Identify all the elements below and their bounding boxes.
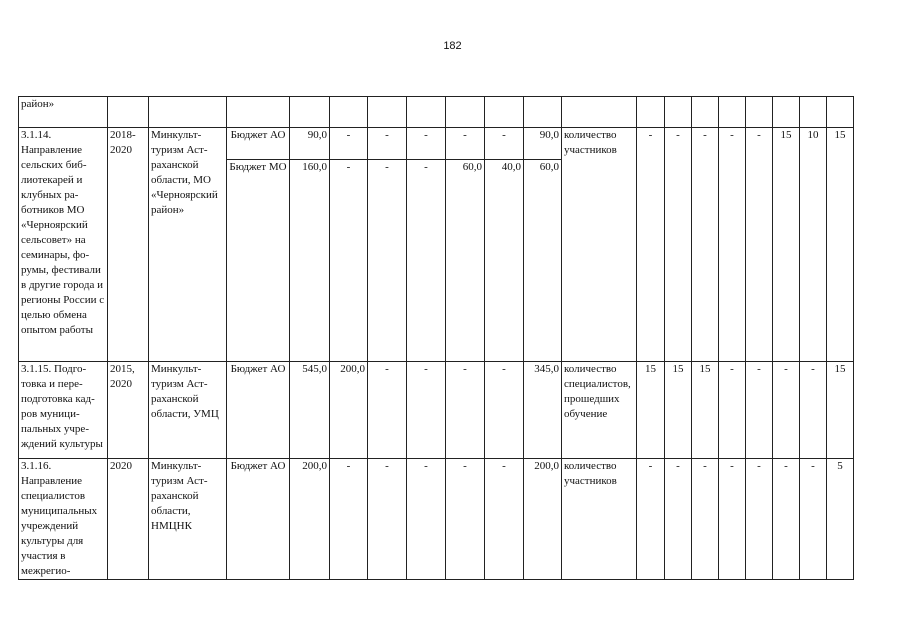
indicator-value-cell: - [719, 459, 746, 580]
indicator-value-cell: - [746, 362, 773, 459]
indicator-value-cell: - [719, 362, 746, 459]
indicator-value-cell: 5 [827, 459, 854, 580]
funding-year-cell: - [330, 459, 368, 580]
funding-source-cell: Бюджет АО [227, 128, 290, 160]
funding-total-cell: 545,0 [290, 362, 330, 459]
period-cell: 2018-2020 [108, 128, 149, 362]
activity-cell: 3.1.15. Подготовка и переподготовка кадров муниципальных учреждений культуры [19, 362, 108, 459]
funding-year-cell: 60,0 [524, 160, 562, 362]
funding-year-cell: - [446, 362, 485, 459]
funding-year-cell: - [368, 128, 407, 160]
period-cell: 2015, 2020 [108, 362, 149, 459]
funding-total-cell: 90,0 [290, 128, 330, 160]
table-row [19, 97, 854, 128]
funding-year-cell: - [485, 362, 524, 459]
funding-year-cell: 200,0 [524, 459, 562, 580]
activity-cell: 3.1.14. Направление сельских библиотекарей и клубных работников МО «Черноярский сельсовет» на семинары, форумы, фестивали в другие города и регионы России с целью обмена опытом работы [19, 128, 108, 362]
funding-source-cell: Бюджет МО [227, 160, 290, 362]
indicator-value-cell: - [665, 459, 692, 580]
funding-year-cell: - [368, 160, 407, 362]
funding-year-cell: - [368, 459, 407, 580]
table-row [19, 459, 854, 580]
table-row [19, 362, 854, 459]
funding-source-cell: Бюджет АО [227, 459, 290, 580]
funding-year-cell: 200,0 [330, 362, 368, 459]
funding-source-cell: Бюджет АО [227, 362, 290, 459]
indicator-value-cell: - [637, 459, 665, 580]
indicator-value-cell: - [746, 128, 773, 362]
page-number: 182 [443, 40, 462, 52]
indicator-value-cell: - [637, 128, 665, 362]
executor-cell: Минкульттуризм Астраханской области, УМЦ [149, 362, 227, 459]
funding-year-cell: - [446, 128, 485, 160]
indicator-cell: количество участников [562, 459, 637, 580]
indicator-value-cell: - [773, 362, 800, 459]
indicator-cell: количество участников [562, 128, 637, 362]
funding-year-cell: - [485, 128, 524, 160]
funding-year-cell: 345,0 [524, 362, 562, 459]
table-row [19, 128, 854, 160]
period-cell: 2020 [108, 459, 149, 580]
indicator-value-cell: 10 [800, 128, 827, 362]
funding-year-cell: - [446, 459, 485, 580]
funding-total-cell: 200,0 [290, 459, 330, 580]
indicator-value-cell: 15 [665, 362, 692, 459]
funding-year-cell: - [407, 160, 446, 362]
indicator-value-cell: - [692, 128, 719, 362]
funding-year-cell: - [407, 362, 446, 459]
program-table [18, 96, 854, 580]
executor-cell: Минкульттуризм Астраханской области, МО «Черноярский район» [149, 128, 227, 362]
indicator-value-cell: - [800, 459, 827, 580]
funding-year-cell: 60,0 [446, 160, 485, 362]
activity-cell: 3.1.16. Направление специалистов муниципальных учреждений культуры для участия в межрегио- [19, 459, 108, 580]
funding-year-cell: - [407, 459, 446, 580]
funding-year-cell: - [330, 128, 368, 160]
funding-total-cell: 160,0 [290, 160, 330, 362]
indicator-value-cell: - [719, 128, 746, 362]
indicator-value-cell: 15 [773, 128, 800, 362]
indicator-value-cell: - [773, 459, 800, 580]
funding-year-cell: 40,0 [485, 160, 524, 362]
indicator-value-cell: 15 [692, 362, 719, 459]
funding-year-cell: - [485, 459, 524, 580]
indicator-value-cell: - [692, 459, 719, 580]
indicator-value-cell: - [665, 128, 692, 362]
executor-cell: Минкульттуризм Астраханской области, НМЦНК [149, 459, 227, 580]
indicator-value-cell: 15 [827, 128, 854, 362]
activity-cell: район» [19, 97, 108, 128]
indicator-cell: количество специалистов, прошедших обучение [562, 362, 637, 459]
indicator-value-cell: 15 [827, 362, 854, 459]
indicator-value-cell: - [746, 459, 773, 580]
indicator-value-cell: 15 [637, 362, 665, 459]
funding-year-cell: - [330, 160, 368, 362]
indicator-value-cell: - [800, 362, 827, 459]
funding-year-cell: - [407, 128, 446, 160]
funding-year-cell: 90,0 [524, 128, 562, 160]
funding-year-cell: - [368, 362, 407, 459]
